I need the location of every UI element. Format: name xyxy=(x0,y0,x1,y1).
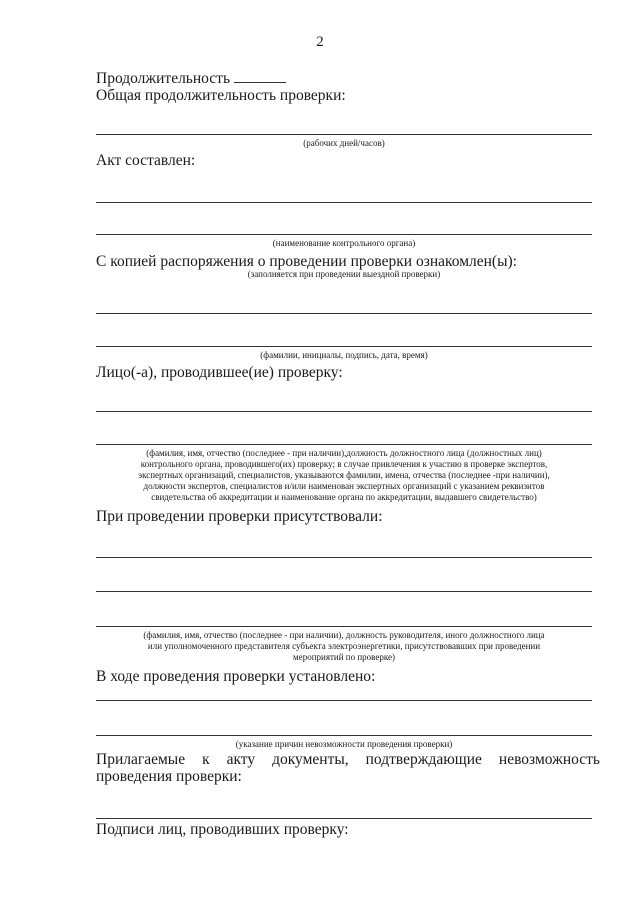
inspectors-caption-line: экспертных организаций, специалистов, указываются фамилии, имена, отчества (последнее -при наличии), xyxy=(138,470,550,480)
order-copy-input-line-2[interactable] xyxy=(96,346,592,347)
findings-caption: (указание причин невозможности проведения проверки) xyxy=(235,739,453,749)
signatures-label: Подписи лиц, проводивших проверку: xyxy=(96,821,349,838)
duration-caption: (рабочих дней/часов) xyxy=(303,138,385,148)
order-copy-caption: (фамилии, инициалы, подпись, дата, время) xyxy=(260,350,428,360)
present-caption-line: или уполномоченного представителя субъекта электроэнергетики, присутствовавших при проведении xyxy=(147,641,541,651)
present-caption-line: мероприятий по проверке) xyxy=(293,652,395,662)
present-caption xyxy=(96,630,592,663)
inspectors-caption xyxy=(96,448,592,503)
inspectors-caption-line: (фамилия, имя, отчество (последнее - при наличии),должность должностного лица (должностных лиц) xyxy=(146,448,542,458)
act-caption: (наименование контрольного органа) xyxy=(272,238,416,248)
attachments-label: Прилагаемые к акту документы, подтверждающие невозможность проведения проверки: xyxy=(96,751,600,785)
present-label: При проведении проверки присутствовали: xyxy=(96,508,383,525)
inspectors-input-line-2[interactable] xyxy=(96,444,592,445)
findings-label: В ходе проведения проверки установлено: xyxy=(96,668,376,685)
findings-input-line-2[interactable] xyxy=(96,735,592,736)
present-input-line-3[interactable] xyxy=(96,626,592,627)
act-input-line-2[interactable] xyxy=(96,234,592,235)
inspectors-input-line-1[interactable] xyxy=(96,411,592,412)
order-copy-label: С копией распоряжения о проведении проверки ознакомлен(ы): xyxy=(96,253,517,270)
present-input-line-2[interactable] xyxy=(96,591,592,592)
duration-label: Продолжительность xyxy=(96,70,231,87)
order-copy-note: (заполняется при проведении выездной проверки) xyxy=(247,269,441,279)
page-number: 2 xyxy=(316,34,324,50)
inspectors-label: Лицо(-а), проводившее(ие) проверку: xyxy=(96,364,343,381)
inspectors-caption-line: свидетельства об аккредитации и наименование органа по аккредитации, выдавшего свидетельство) xyxy=(151,492,537,502)
findings-input-line-1[interactable] xyxy=(96,700,592,701)
order-copy-input-line-1[interactable] xyxy=(96,313,592,314)
total-duration-label: Общая продолжительность проверки: xyxy=(96,87,346,104)
inspectors-caption-line: должности экспертов, специалистов и/или наименован экспертных организаций с указанием реквизитов xyxy=(143,481,545,491)
present-caption-line: (фамилия, имя, отчество (последнее - при наличии), должность руководителя, иного должностного лица xyxy=(143,630,545,640)
duration-blank[interactable] xyxy=(234,70,286,83)
present-input-line-1[interactable] xyxy=(96,557,592,558)
act-input-line-1[interactable] xyxy=(96,202,592,203)
inspectors-caption-line: контрольного органа, проводившего(их) проверку; в случае привлечения к участию в проверке экспертов, xyxy=(140,459,548,469)
attachments-input-line[interactable] xyxy=(96,818,592,819)
act-label: Акт составлен: xyxy=(96,152,196,169)
duration-line xyxy=(96,70,286,87)
duration-input-line[interactable] xyxy=(96,134,592,135)
